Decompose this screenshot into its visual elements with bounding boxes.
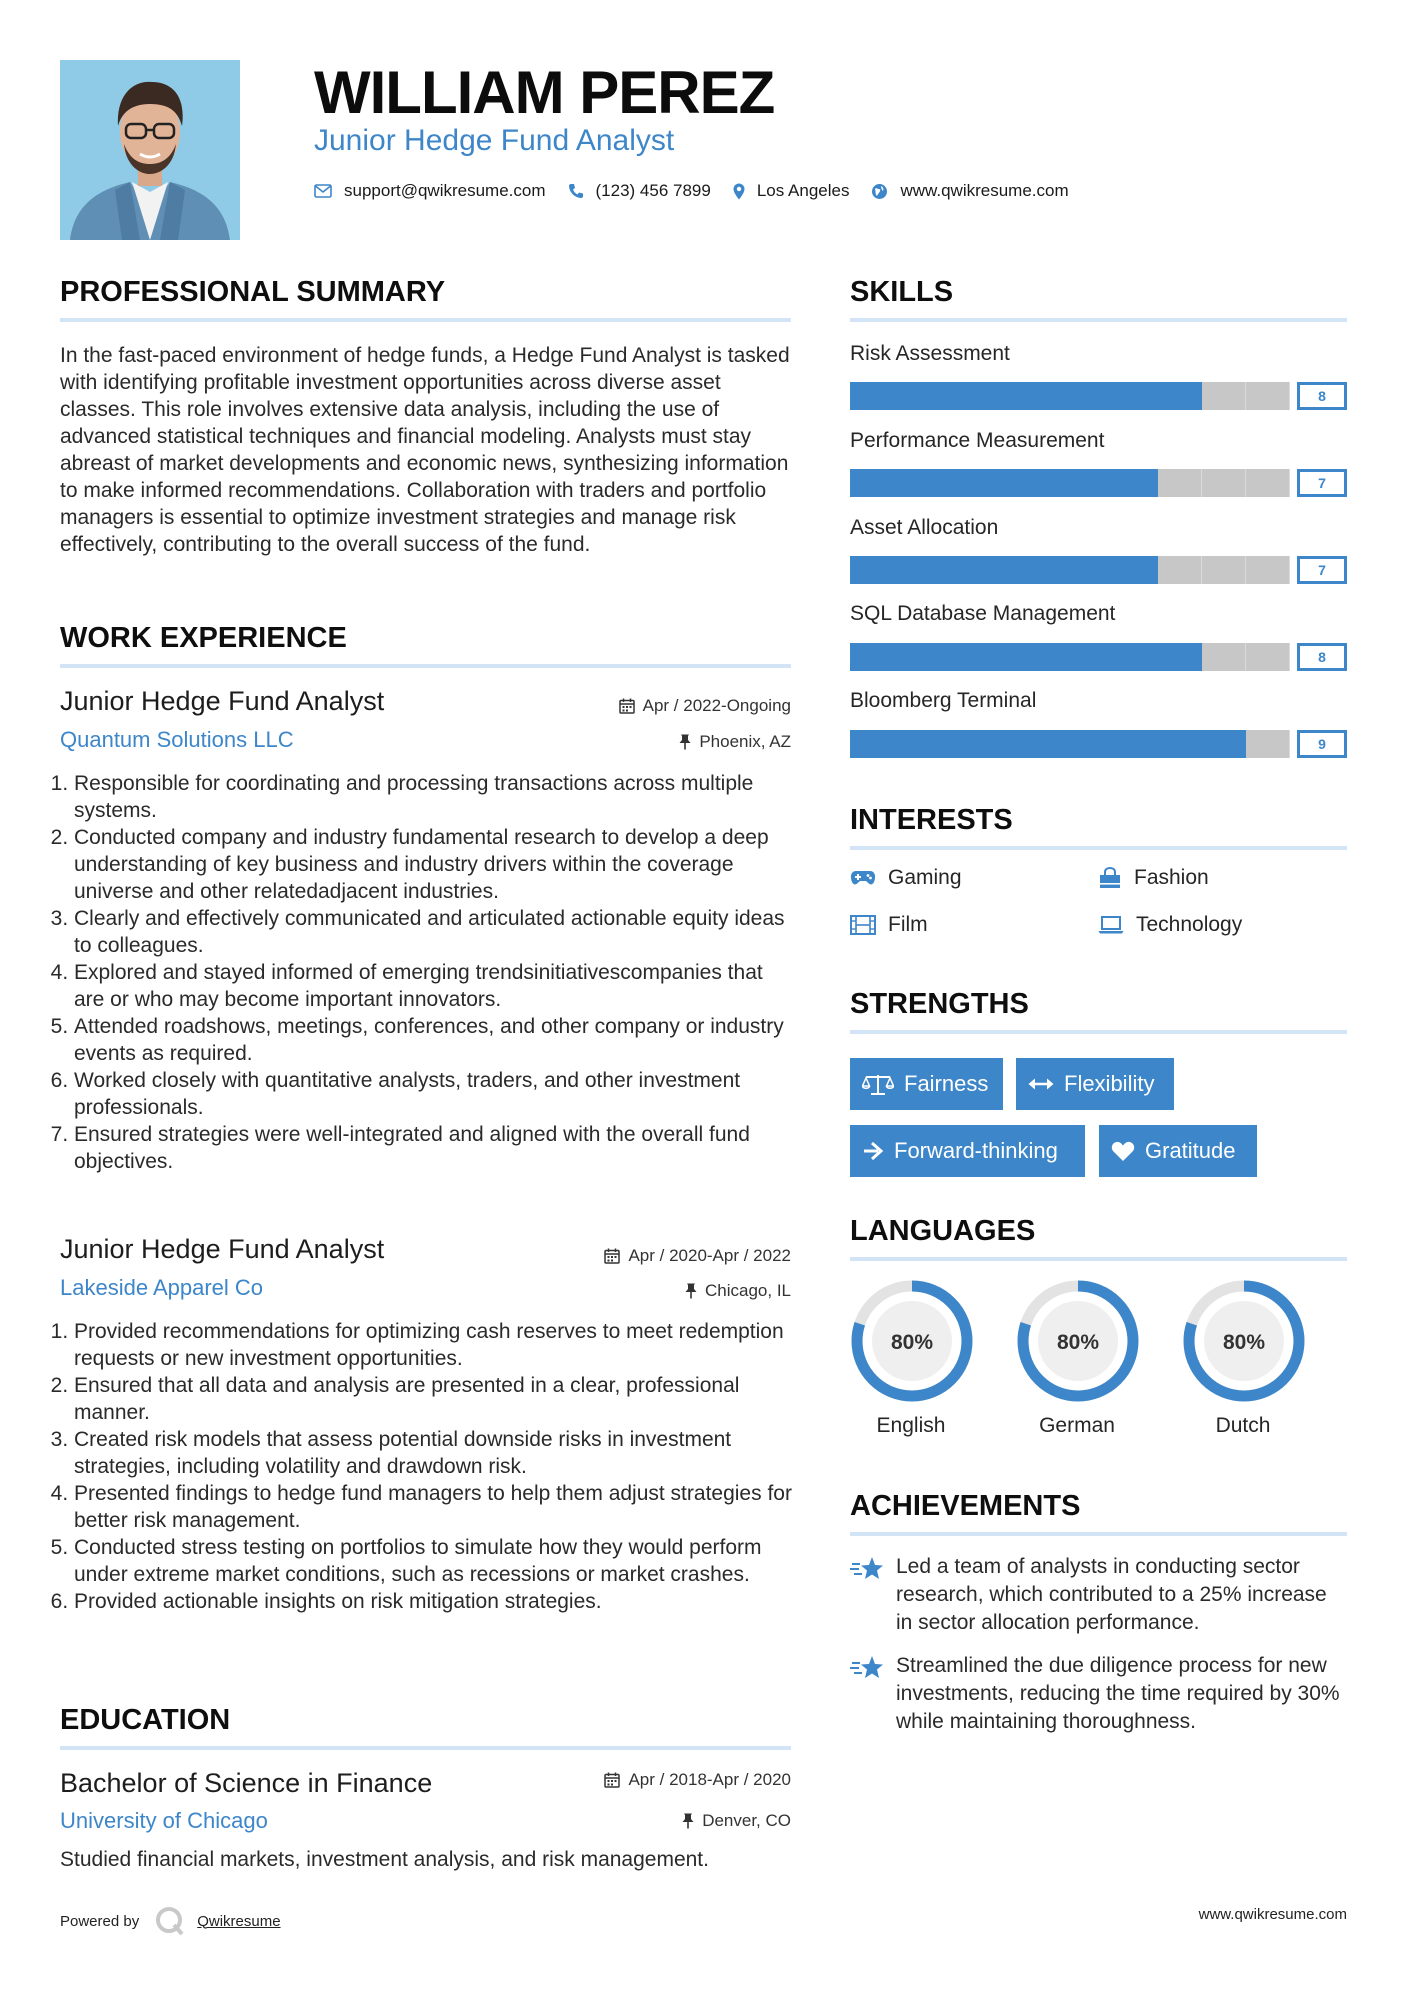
job-1-date-text: Apr / 2022-Ongoing <box>642 696 791 715</box>
skill-bar-segment <box>1158 556 1202 584</box>
skill-bar-fill <box>850 469 1158 497</box>
contact-phone[interactable] <box>568 181 711 201</box>
skill-label: Asset Allocation <box>850 516 999 539</box>
job-1-company: Quantum Solutions LLC <box>60 727 294 752</box>
list-item: 2. Conducted company and industry fundamental research to develop a deep understanding of key business and industry drivers within the coverage universe and other relatedadjacent industries. <box>74 824 796 905</box>
arrows-horizontal-icon <box>1028 1077 1054 1091</box>
skill-label: Risk Assessment <box>850 342 1010 365</box>
candidate-title: Junior Hedge Fund Analyst <box>314 124 675 157</box>
language-name: Dutch <box>1215 1414 1271 1437</box>
language-gauge <box>1016 1279 1140 1403</box>
skill-level: 7 <box>1297 469 1347 497</box>
job-1-location <box>679 732 791 752</box>
list-item: 4. Presented findings to hedge fund managers to help them adjust strategies for better risk management. <box>74 1480 796 1534</box>
skill-bar-segment <box>1202 643 1246 671</box>
laptop-icon <box>1098 916 1124 934</box>
skill-level: 8 <box>1297 643 1347 671</box>
contact-bar <box>314 178 1091 204</box>
pushpin-icon <box>682 1813 694 1829</box>
strength-chip <box>850 1058 1003 1110</box>
contact-location <box>733 181 850 201</box>
interests-divider <box>850 846 1347 850</box>
strength-label: Forward-thinking <box>894 1138 1058 1163</box>
map-pin-icon <box>733 183 745 200</box>
achievement-text: Led a team of analysts in conducting sector research, which contributed to a 25% increase in sector allocation performance. <box>896 1555 1327 1634</box>
interest-label: Fashion <box>1134 866 1209 889</box>
contact-email[interactable] <box>314 181 546 201</box>
skills-heading: SKILLS <box>850 276 954 308</box>
email-text: support@qwikresume.com <box>344 181 546 200</box>
arrow-right-icon <box>862 1141 884 1161</box>
shooting-star-icon <box>850 1555 884 1583</box>
skill-label: Performance Measurement <box>850 429 1105 452</box>
skill-bar-fill <box>850 382 1202 410</box>
language-gauge-svg <box>1016 1279 1140 1403</box>
education-divider <box>60 1746 791 1750</box>
skill-bar-fill <box>850 643 1202 671</box>
location-text: Los Angeles <box>756 181 850 200</box>
education-degree: Bachelor of Science in Finance <box>60 1768 433 1798</box>
achievements-divider <box>850 1532 1347 1536</box>
job-2-location-text: Chicago, IL <box>705 1281 791 1300</box>
list-item: 6. Provided actionable insights on risk mitigation strategies. <box>74 1588 796 1615</box>
list-item: 1. Responsible for coordinating and processing transactions across multiple systems. <box>74 770 796 824</box>
skill-bar <box>850 730 1347 758</box>
skill-label: SQL Database Management <box>850 602 1116 625</box>
list-item: 3. Created risk models that assess potential downside risks in investment strategies, including volatility and drawdown risk. <box>74 1426 796 1480</box>
skill-bar-fill <box>850 556 1158 584</box>
phone-text: (123) 456 7899 <box>595 181 711 200</box>
job-2-title: Junior Hedge Fund Analyst <box>60 1234 385 1264</box>
language-gauge <box>850 1279 974 1403</box>
job-2-company: Lakeside Apparel Co <box>60 1275 264 1300</box>
strength-label: Flexibility <box>1064 1071 1155 1096</box>
summary-heading: PROFESSIONAL SUMMARY <box>60 276 446 308</box>
interest-label: Gaming <box>888 866 962 889</box>
work-divider <box>60 664 791 668</box>
skill-bar-segment <box>1246 556 1290 584</box>
skill-bar <box>850 382 1347 410</box>
job-2-bullets <box>56 1318 796 1615</box>
job-2-date-text: Apr / 2020-Apr / 2022 <box>628 1246 791 1265</box>
gauge-percent: 80% <box>1056 1331 1100 1354</box>
list-item: 6. Worked closely with quantitative analysts, traders, and other investment professionals. <box>74 1067 796 1121</box>
strengths-divider <box>850 1030 1347 1034</box>
powered-by-text: Powered by <box>60 1912 140 1930</box>
skill-bar-segment <box>1246 469 1290 497</box>
summary-text: In the fast-paced environment of hedge funds, a Hedge Fund Analyst is tasked with identifying profitable investment opportunities across diverse asset classes. This role involves extensive data analysis, including the use of advanced statistical techniques and financial modeling. Analysts must stay abreast of market developments and economic news, synthesizing information to make informed recommendations. Collaboration with traders and portfolio managers is essential to optimize investment strategies and manage risk effectively, contributing to the overall success of the fund. <box>60 344 790 556</box>
phone-icon <box>568 183 584 199</box>
profile-photo <box>60 60 240 240</box>
job-2-date <box>604 1246 791 1266</box>
education-date <box>604 1770 791 1790</box>
skill-bar-segment <box>1202 469 1246 497</box>
language-name: German <box>1039 1414 1115 1437</box>
balance-scale-icon <box>862 1073 894 1095</box>
film-icon <box>850 915 876 935</box>
gamepad-icon <box>850 869 876 887</box>
contact-website[interactable] <box>871 181 1068 201</box>
job-1-bullets <box>56 770 796 1175</box>
calendar-icon <box>604 1772 620 1788</box>
work-heading: WORK EXPERIENCE <box>60 622 347 654</box>
language-gauge <box>1182 1279 1306 1403</box>
shooting-star-icon <box>850 1654 884 1682</box>
website-text: www.qwikresume.com <box>900 181 1069 200</box>
strength-chip <box>850 1125 1085 1177</box>
interests-heading: INTERESTS <box>850 804 1013 836</box>
gauge-percent: 80% <box>890 1331 934 1354</box>
list-item: 5. Attended roadshows, meetings, conferences, and other company or industry events as required. <box>74 1013 796 1067</box>
strength-chip <box>1016 1058 1174 1110</box>
languages-heading: LANGUAGES <box>850 1215 1036 1247</box>
shopping-bag-icon <box>1098 867 1122 889</box>
skill-bar-segment <box>1246 643 1290 671</box>
strength-label: Fairness <box>904 1071 989 1096</box>
skill-level: 9 <box>1297 730 1347 758</box>
education-description: Studied financial markets, investment analysis, and risk management. <box>60 1848 709 1871</box>
skill-bar <box>850 643 1347 671</box>
calendar-icon <box>619 698 635 714</box>
education-location-text: Denver, CO <box>702 1811 791 1830</box>
skill-bar-segment <box>1202 382 1246 410</box>
education-school: University of Chicago <box>60 1808 268 1833</box>
job-1-location-text: Phoenix, AZ <box>699 732 791 751</box>
list-item: 4. Explored and stayed informed of emerging trendsinitiativescompanies that are or who may become important innovators. <box>74 959 796 1013</box>
strengths-heading: STRENGTHS <box>850 988 1029 1020</box>
interest-item <box>850 913 928 937</box>
education-date-text: Apr / 2018-Apr / 2020 <box>628 1770 791 1789</box>
interest-item <box>1098 913 1242 937</box>
gauge-percent: 80% <box>1222 1331 1266 1354</box>
list-item: 3. Clearly and effectively communicated and articulated actionable equity ideas to colleagues. <box>74 905 796 959</box>
qwikresume-logo-icon <box>153 1904 187 1938</box>
achievement-text: Streamlined the due diligence process for new investments, reducing the time required by 30% while maintaining thoroughness. <box>896 1654 1340 1733</box>
skill-label: Bloomberg Terminal <box>850 689 1037 712</box>
skill-level: 7 <box>1297 556 1347 584</box>
language-gauge-svg <box>850 1279 974 1403</box>
languages-divider <box>850 1257 1347 1261</box>
skill-bar <box>850 469 1347 497</box>
globe-icon <box>871 183 888 200</box>
achievement-item <box>850 1652 1347 1736</box>
interest-item <box>1098 866 1209 890</box>
achievement-item <box>850 1553 1347 1637</box>
achievements-heading: ACHIEVEMENTS <box>850 1490 1081 1522</box>
heart-icon <box>1111 1141 1135 1162</box>
job-1-date <box>619 696 791 716</box>
footer-powered-by <box>60 1904 281 1938</box>
interest-label: Film <box>888 913 928 936</box>
interest-label: Technology <box>1136 913 1243 936</box>
list-item: 5. Conducted stress testing on portfolios to simulate how they would perform under extreme market conditions, such as recessions or market crashes. <box>74 1534 796 1588</box>
calendar-icon <box>604 1248 620 1264</box>
qwikresume-link[interactable]: Qwikresume <box>197 1912 281 1930</box>
skill-bar-segment <box>1202 556 1246 584</box>
skill-bar-segment <box>1246 382 1290 410</box>
education-location <box>682 1811 791 1831</box>
language-name: English <box>876 1414 946 1437</box>
envelope-icon <box>314 184 332 198</box>
language-gauge-svg <box>1182 1279 1306 1403</box>
list-item: 7. Ensured strategies were well-integrated and aligned with the overall fund objectives. <box>74 1121 796 1175</box>
job-1-title: Junior Hedge Fund Analyst <box>60 686 385 716</box>
interest-item <box>850 866 962 890</box>
skills-divider <box>850 318 1347 322</box>
avatar-illustration <box>60 60 240 240</box>
candidate-name: WILLIAM PEREZ <box>314 59 775 126</box>
list-item: 1. Provided recommendations for optimizing cash reserves to meet redemption requests or new investment opportunities. <box>74 1318 796 1372</box>
list-item: 2. Ensured that all data and analysis are presented in a clear, professional manner. <box>74 1372 796 1426</box>
skill-bar-fill <box>850 730 1246 758</box>
skill-bar-segment <box>1158 469 1202 497</box>
skill-bar-segment <box>1246 730 1290 758</box>
education-heading: EDUCATION <box>60 1704 231 1736</box>
skill-level: 8 <box>1297 382 1347 410</box>
skill-bar <box>850 556 1347 584</box>
strength-chip <box>1099 1125 1257 1177</box>
strength-label: Gratitude <box>1145 1138 1236 1163</box>
pushpin-icon <box>685 1283 697 1299</box>
job-2-location <box>685 1281 791 1301</box>
summary-divider <box>60 318 791 322</box>
footer-website[interactable]: www.qwikresume.com <box>1198 1906 1347 1923</box>
pushpin-icon <box>679 734 691 750</box>
